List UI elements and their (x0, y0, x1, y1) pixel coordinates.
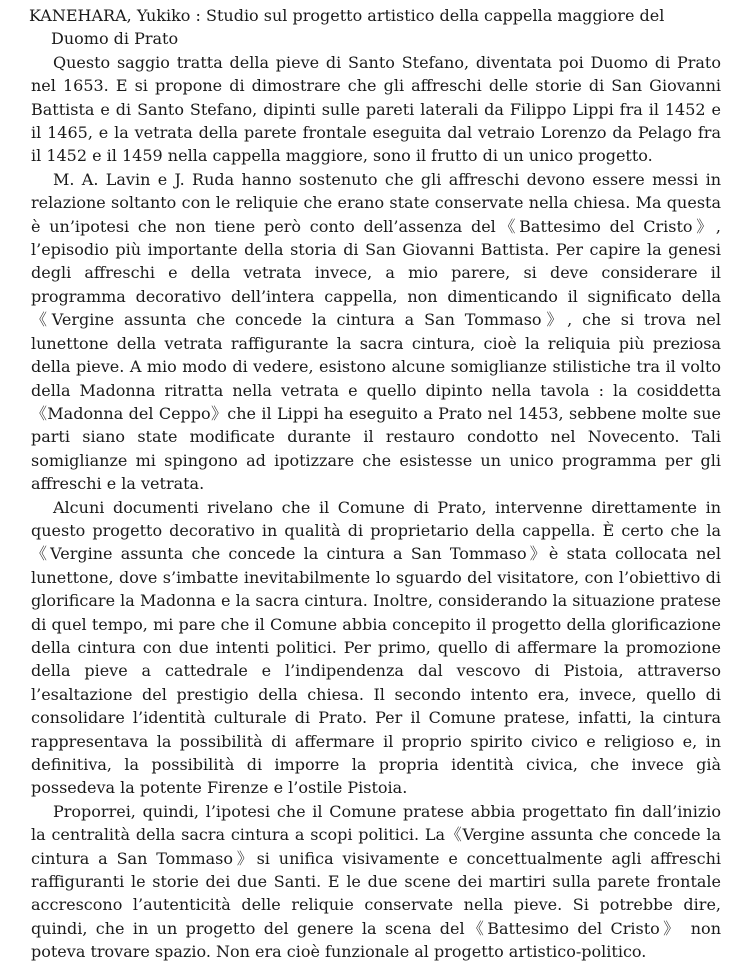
paragraph-2: M. A. Lavin e J. Ruda hanno sostenuto che gli affreschi devono essere messi in relazione soltanto con le reliquie che erano state conservate nella chiesa. Ma questa è un’ipotesi che non tiene però conto dell’assenza del《Battesimo del Cristo》, l’episodio più importante della storia di San Giovanni Battista. Per capire la genesi degli affreschi e della vetrata invece, a mio parere, si deve considerare il programma decorativo dell’intera cappella, non dimenticando il significato della《Vergine assunta che concede la cintura a San Tommaso》, che si trova nel lunettone della vetrata raffigurante la sacra cintura, cioè la reliquia più preziosa della pieve. A mio modo di vedere, esistono alcune somiglianze stilistiche tra il volto della Madonna ritratta nella vetrata e quello dipinto nella tavola : la cosiddetta《Madonna del Ceppo》che il Lippi ha eseguito a Prato nel 1453, sebbene molte sue parti siano state modificate durante il restauro condotto nel Novecento. Tali somiglianze mi spingono ad ipotizzare che esistesse un unico programma per gli affreschi e la vetrata. (31, 169, 721, 494)
paragraph-1: Questo saggio tratta della pieve di Santo Stefano, diventata poi Duomo di Prato nel 1653. E si propone di dimostrare che gli affreschi delle storie di San Giovanni Battista e di Santo Stefano, dipinti sulle pareti laterali da Filippo Lippi fra il 1452 e il 1465, e la vetrata della parete frontale eseguita dal vetraio Lorenzo da Pelago fra il 1452 e il 1459 nella cappella maggiore, sono il frutto di un unico progetto. (31, 52, 721, 166)
document-page (31, 4, 721, 964)
article-heading (29, 4, 721, 51)
heading-separator: : (190, 6, 206, 25)
article-title: Studio sul progetto artistico della cappella maggiore del Duomo di Prato (51, 6, 665, 49)
paragraph-4: Proporrei, quindi, l’ipotesi che il Comune pratese abbia progettato fin dall’inizio la centralità della sacra cintura a scopi politici. La《Vergine assunta che concede la cintura a San Tommaso》si unifica visivamente e concettualmente agli affreschi raffiguranti le storie dei due Santi. E le due scene dei martiri sulla parete frontale accrescono l’autenticità delle reliquie conservate nella pieve. Si potrebbe dire, quindi, che in un progetto del genere la scena del《Battesimo del Cristo》 non poteva trovare spazio. Non era cioè funzionale al progetto artistico-politico. (31, 801, 722, 962)
paragraph-3: Alcuni documenti rivelano che il Comune di Prato, intervenne direttamente in questo progetto decorativo in qualità di proprietario della cappella. È certo che la《Vergine assunta che concede la cintura a San Tommaso》è stata collocata nel lunettone, dove s’imbatte inevitabilmente lo sguardo del visitatore, con l’obiettivo di glorificare la Madonna e la sacra cintura. Inoltre, considerando la situazione pratese di quel tempo, mi pare che il Comune abbia concepito il progetto della glorificazione della cintura con due intenti politici. Per primo, quello di affermare la promozione della pieve a cattedrale e l’indipendenza dal vescovo di Pistoia, attraverso l’esaltazione del prestigio della chiesa. Il secondo intento era, invece, quello di consolidare l’identità culturale di Prato. Per il Comune pratese, infatti, la cintura rappresentava la possibilità di affermare il proprio spirito civico e religioso e, in definitiva, la possibilità di imporre la propria identità civica, che invece già possedeva la potente Firenze e l’ostile Pistoia. (31, 497, 721, 798)
author-name: KANEHARA, Yukiko (29, 6, 191, 25)
